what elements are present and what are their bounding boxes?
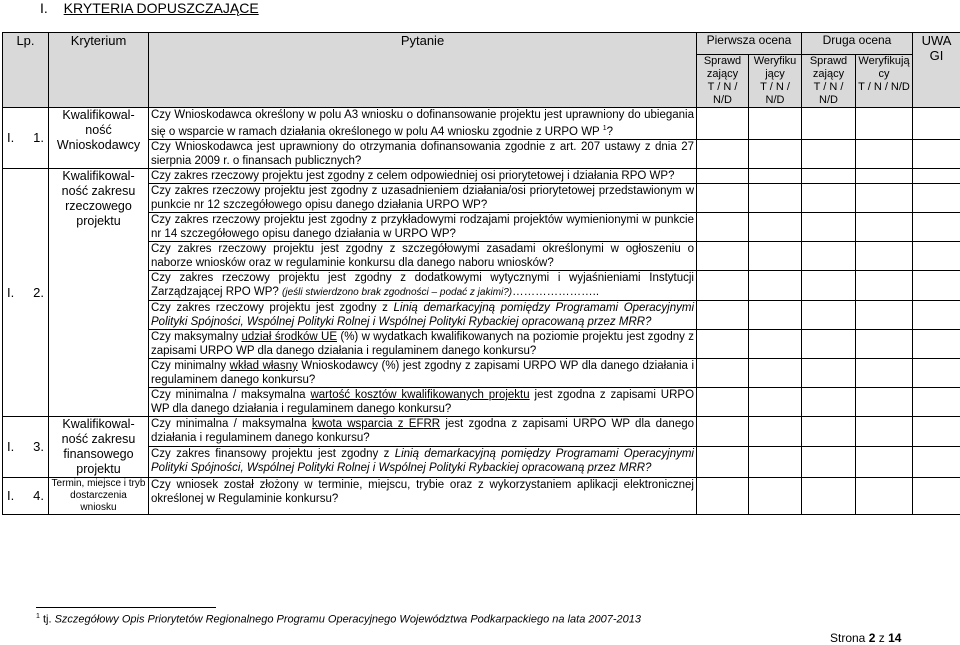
answer-cell[interactable] <box>856 108 913 140</box>
answer-cell[interactable] <box>697 416 749 447</box>
question: Czy minimalna / maksymalna kwota wsparcia z EFRR jest zgodna z zapisami URPO WP dla danego działania i regulaminem danego konkursu? <box>149 416 697 447</box>
answer-cell[interactable] <box>802 241 856 270</box>
section-heading <box>40 0 259 16</box>
answer-cell[interactable] <box>802 300 856 329</box>
question: Czy zakres rzeczowy projektu jest zgodny z przykładowymi rodzajami projektów wymienionymi w punkcie nr 14 szczegółowego opisu danego działania w URPO WP? <box>149 212 697 241</box>
question: Czy wniosek został złożony w terminie, miejscu, trybie oraz z wykorzystaniem aplikacji elektronicznej określonej w Regulaminie konkursu? <box>149 477 697 514</box>
row-number: I. 4. <box>3 477 49 514</box>
question: Czy zakres rzeczowy projektu jest zgodny z szczegółowymi zasadami określonymi w ogłoszeniu o naborze wniosków oraz w regulaminie konkursu dla danego naboru wniosków? <box>149 241 697 270</box>
answer-cell[interactable] <box>749 108 802 140</box>
remarks-cell[interactable] <box>913 139 960 168</box>
answer-cell[interactable] <box>856 212 913 241</box>
answer-cell[interactable] <box>697 241 749 270</box>
answer-cell[interactable] <box>802 387 856 416</box>
answer-cell[interactable] <box>856 300 913 329</box>
answer-cell[interactable] <box>856 387 913 416</box>
remarks-cell[interactable] <box>913 329 960 358</box>
header-kryterium: Kryterium <box>49 33 149 108</box>
table-row <box>3 168 960 183</box>
question: Czy zakres rzeczowy projektu jest zgodny z dodatkowymi wytycznymi i wyjaśnieniami Instytucji Zarządzającej RPO WP? (jeśli stwierdzono brak zgodności – podać z jakimi?)………………….. <box>149 270 697 300</box>
answer-cell[interactable] <box>749 387 802 416</box>
footnote-prefix: tj. <box>42 613 52 626</box>
question: Czy Wnioskodawca określony w polu A3 wniosku o dofinansowanie projektu jest uprawniony do ubiegania się o wsparcie w ramach działania określonego w polu A4 wniosku zgodnie z URPO WP $^1$? <box>149 108 697 140</box>
answer-cell[interactable] <box>802 183 856 212</box>
header-sub-1 <box>697 55 749 108</box>
remarks-cell[interactable] <box>913 270 960 300</box>
sub-vals: T / N / N/D <box>813 81 844 106</box>
question: Czy zakres rzeczowy projektu jest zgodny z Linią demarkacyjną pomiędzy Programami Operacyjnymi Polityki Spójności, Wspólnej Polityki Rolnej i Wspólnej Polityki Rybackiej opracowaną przez MRR? <box>149 300 697 329</box>
answer-cell[interactable] <box>749 183 802 212</box>
page-number: Strona 2 z 14 <box>830 631 902 645</box>
answer-cell[interactable] <box>856 447 913 478</box>
row-number: I. 3. <box>3 416 49 477</box>
question-dots: ………………….. <box>512 285 600 298</box>
answer-cell[interactable] <box>749 329 802 358</box>
answer-cell[interactable] <box>697 183 749 212</box>
question-note: (jeśli stwierdzono brak zgodności – podać z jakimi?) <box>282 286 513 298</box>
answer-cell[interactable] <box>749 477 802 514</box>
answer-cell[interactable] <box>749 300 802 329</box>
remarks-cell[interactable] <box>913 416 960 447</box>
header-sub-3 <box>802 55 856 108</box>
answer-cell[interactable] <box>856 183 913 212</box>
answer-cell[interactable] <box>697 477 749 514</box>
table-row <box>3 477 960 514</box>
question: Czy Wnioskodawca jest uprawniony do otrzymania dofinansowania zgodnie z art. 207 ustawy z dnia 27 sierpnia 2009 r. o finansach publicznych? <box>149 139 697 168</box>
remarks-cell[interactable] <box>913 447 960 478</box>
sub-vals: T / N / N/D <box>760 81 790 106</box>
answer-cell[interactable] <box>697 168 749 183</box>
sub-role: Sprawd zający <box>703 55 742 80</box>
criteria-table <box>2 32 960 515</box>
question: Czy minimalny wkład własny Wnioskodawcy (%) jest zgodny z zapisami URPO WP dla danego działania i regulaminem danego konkursu? <box>149 358 697 387</box>
remarks-cell[interactable] <box>913 241 960 270</box>
question: Czy zakres rzeczowy projektu jest zgodny z uzasadnieniem działania/osi priorytetowej przedstawionym w punkcie nr 12 szczegółowego opisu danego działania URPO WP? <box>149 183 697 212</box>
table-row <box>3 108 960 140</box>
remarks-cell[interactable] <box>913 358 960 387</box>
section-title: KRYTERIA DOPUSZCZAJĄCE <box>63 0 259 16</box>
criterion-label: Kwalifikowal-ność zakresu rzeczowego projektu <box>49 168 149 416</box>
remarks-cell[interactable] <box>913 300 960 329</box>
answer-cell[interactable] <box>802 416 856 447</box>
answer-cell[interactable] <box>802 358 856 387</box>
question: Czy maksymalny udział środków UE (%) w wydatkach kwalifikowanych na poziomie projektu jest zgodny z zapisami URPO WP dla danego działania i regulaminem danego konkursu? <box>149 329 697 358</box>
remarks-cell[interactable] <box>913 477 960 514</box>
footnote-text: Szczegółowy Opis Priorytetów Regionalnego Programu Operacyjnego Województwa Podkarpackiego na lata 2007-2013 <box>54 613 641 626</box>
header-first-eval: Pierwsza ocena <box>697 33 802 55</box>
row-number: I. 2. <box>3 168 49 416</box>
answer-cell[interactable] <box>697 108 749 140</box>
footnote-rule <box>36 607 216 608</box>
answer-cell[interactable] <box>802 477 856 514</box>
answer-cell[interactable] <box>749 416 802 447</box>
header-second-eval: Druga ocena <box>802 33 913 55</box>
answer-cell[interactable] <box>749 270 802 300</box>
sub-role: Weryfiku jący <box>753 55 797 80</box>
answer-cell[interactable] <box>802 212 856 241</box>
footnote-marker: 1 <box>602 125 607 132</box>
answer-cell[interactable] <box>856 477 913 514</box>
answer-cell[interactable] <box>802 108 856 140</box>
header-sub-2 <box>749 55 802 108</box>
answer-cell[interactable] <box>697 300 749 329</box>
remarks-cell[interactable] <box>913 387 960 416</box>
footnote <box>36 613 641 626</box>
answer-cell[interactable] <box>856 416 913 447</box>
answer-cell[interactable] <box>802 447 856 478</box>
row-number: I. 1. <box>3 108 49 169</box>
header-pytanie: Pytanie <box>149 33 697 108</box>
footnote-number: 1 <box>36 613 40 620</box>
question: Czy zakres rzeczowy projektu jest zgodny z celem odpowiedniej osi priorytetowej i działania RPO WP? <box>149 168 697 183</box>
answer-cell[interactable] <box>749 168 802 183</box>
header-sub-4 <box>856 55 913 108</box>
answer-cell[interactable] <box>856 241 913 270</box>
sub-vals: T / N / N/D <box>858 81 910 93</box>
answer-cell[interactable] <box>802 270 856 300</box>
question: Czy zakres finansowy projektu jest zgodny z Linią demarkacyjną pomiędzy Programami Operacyjnymi Polityki Spójności, Wspólnej Polityki Rolnej i Wspólnej Polityki Rybackiej opracowaną przez MRR? <box>149 447 697 478</box>
header-lp: Lp. <box>3 33 49 108</box>
answer-cell[interactable] <box>749 358 802 387</box>
question: Czy minimalna / maksymalna wartość kosztów kwalifikowanych projektu jest zgodna z zapisami URPO WP dla danego działania i regulaminem danego konkursu? <box>149 387 697 416</box>
remarks-cell[interactable] <box>913 212 960 241</box>
answer-cell[interactable] <box>802 329 856 358</box>
answer-cell[interactable] <box>749 241 802 270</box>
criterion-label: Termin, miejsce i tryb dostarczenia wniosku <box>49 477 149 514</box>
answer-cell[interactable] <box>697 270 749 300</box>
answer-cell[interactable] <box>856 168 913 183</box>
remarks-cell[interactable] <box>913 108 960 140</box>
section-roman: I. <box>40 0 48 16</box>
answer-cell[interactable] <box>749 139 802 168</box>
sub-role: Sprawd zający <box>809 55 848 80</box>
answer-cell[interactable] <box>697 358 749 387</box>
table-row <box>3 416 960 447</box>
answer-cell[interactable] <box>856 329 913 358</box>
answer-cell[interactable] <box>856 270 913 300</box>
answer-cell[interactable] <box>856 358 913 387</box>
answer-cell[interactable] <box>697 212 749 241</box>
answer-cell[interactable] <box>697 447 749 478</box>
answer-cell[interactable] <box>749 212 802 241</box>
answer-cell[interactable] <box>749 447 802 478</box>
criterion-label: Kwalifikowal-ność zakresu finansowego projektu <box>49 416 149 477</box>
answer-cell[interactable] <box>856 139 913 168</box>
answer-cell[interactable] <box>697 139 749 168</box>
answer-cell[interactable] <box>697 329 749 358</box>
sub-vals: T / N / N/D <box>707 81 738 106</box>
remarks-cell[interactable] <box>913 183 960 212</box>
criterion-label: Kwalifikowal-ność Wnioskodawcy <box>49 108 149 169</box>
answer-cell[interactable] <box>802 168 856 183</box>
answer-cell[interactable] <box>697 387 749 416</box>
header-uwagi: UWA GI <box>913 33 960 108</box>
sub-role: Weryfikują cy <box>858 55 910 80</box>
remarks-cell[interactable] <box>913 168 960 183</box>
answer-cell[interactable] <box>802 139 856 168</box>
